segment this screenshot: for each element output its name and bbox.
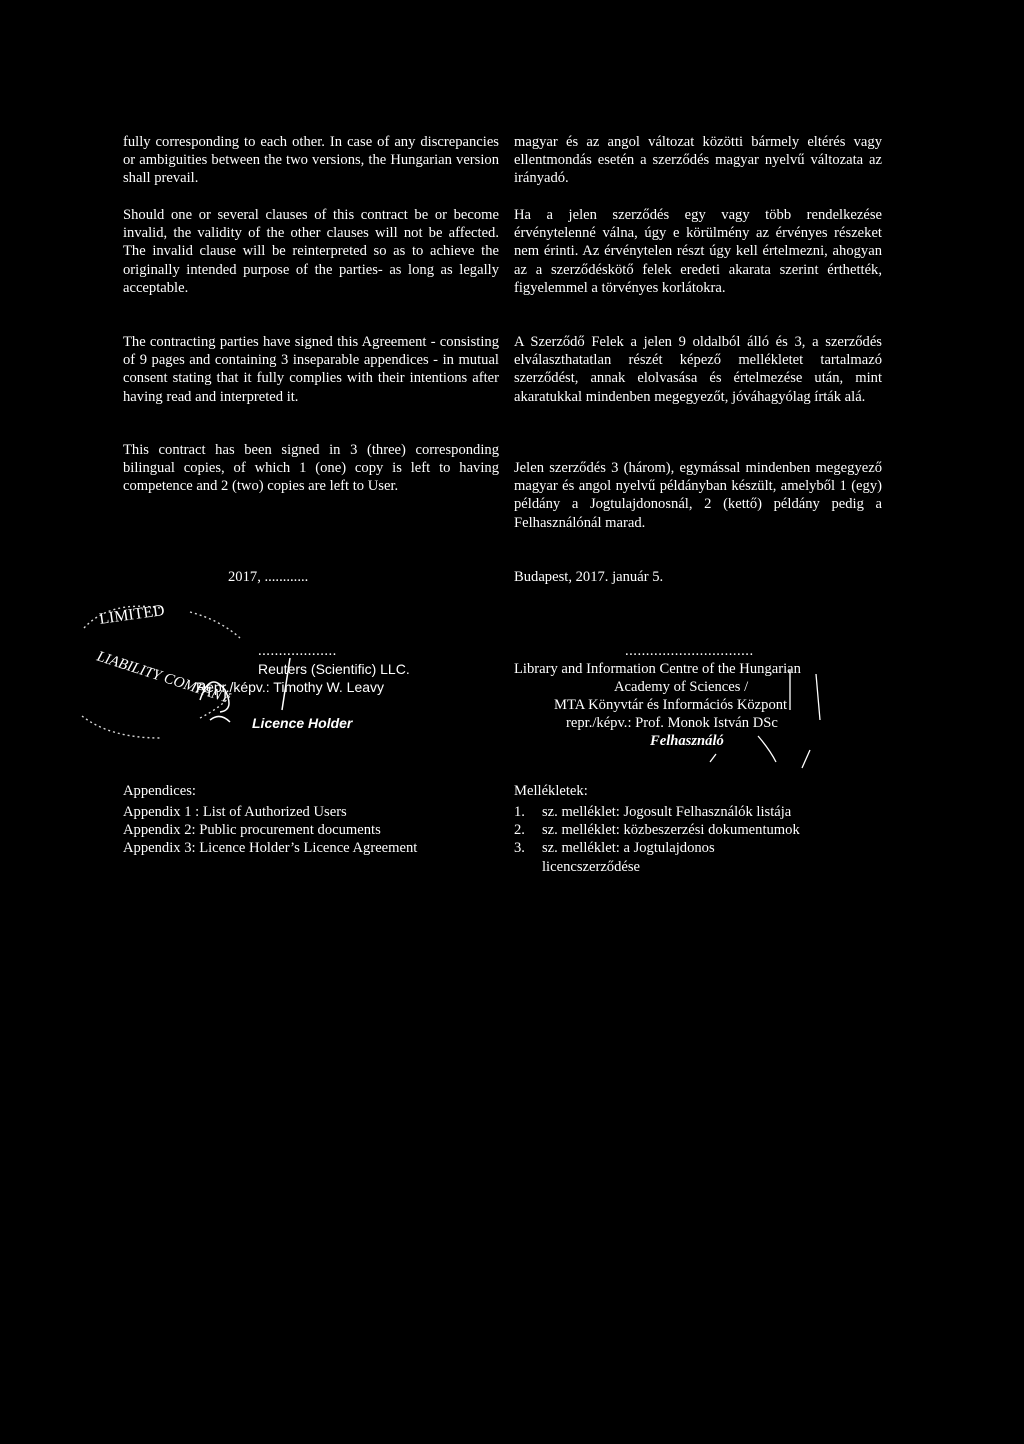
appendix-item-hu bbox=[514, 858, 800, 876]
appendix-text: sz. melléklet: Jogosult Felhasználók listája bbox=[542, 804, 792, 820]
appendix-number: 1. bbox=[514, 804, 525, 820]
appendix-text: sz. melléklet: közbeszerzési dokumentumok bbox=[542, 822, 800, 839]
english-paragraph-3: The contracting parties have signed this Agreement - consisting of 9 pages and containing 3 inseparable appendices - in mutual consent stating that it fully complies with their intentions after having read and interpreted it. bbox=[123, 334, 499, 405]
signature-scribble-right bbox=[670, 650, 850, 770]
english-paragraph-2: Should one or several clauses of this contract be or become invalid, the validity of the other clauses will not be affected. The invalid clause will be reinterpreted so as to achieve the originally intended purpose of the parties- as long as legally acceptable. bbox=[123, 207, 499, 296]
appendix-text: sz. melléklet: a Jogtulajdonos bbox=[542, 840, 715, 857]
appendix-item-en: Appendix 2: Public procurement documents bbox=[123, 822, 381, 839]
licence-holder-company: Reuters (Scientific) LLC. bbox=[258, 661, 410, 677]
date-left: 2017, ............ bbox=[228, 569, 309, 585]
user-role: Felhasználó bbox=[650, 733, 724, 749]
appendix-item-en: Appendix 1 : List of Authorized Users bbox=[123, 804, 347, 820]
user-representative: repr./képv.: Prof. Monok István DSc bbox=[566, 715, 778, 731]
appendix-item-hu bbox=[514, 803, 800, 821]
signature-scribble-left bbox=[180, 650, 340, 730]
signature-line-right: ............................... bbox=[625, 643, 754, 659]
appendix-item-hu bbox=[514, 839, 800, 857]
user-org-line-1: Library and Information Centre of the Hungarian bbox=[514, 661, 801, 677]
appendix-number: 2. bbox=[514, 822, 525, 839]
appendices-list-en bbox=[123, 803, 417, 858]
appendices-list-hu bbox=[514, 803, 800, 876]
appendix-text: licencszerződése bbox=[542, 858, 641, 875]
appendices-heading-en: Appendices: bbox=[123, 783, 196, 799]
hungarian-paragraph-2: Ha a jelen szerződés egy vagy több rendelkezése érvénytelenné válna, úgy e körülmény az érvényes részeket nem érinti. Az érvénytelen részt úgy kell értelmezni, ahogyan az a szerződéskötő felek eredeti akarata szerint érthették, figyelemmel a törvényes korlátokra. bbox=[514, 207, 882, 296]
english-paragraph-1: fully corresponding to each other. In case of any discrepancies or ambiguities between the two versions, the Hungarian version shall prevail. bbox=[123, 134, 499, 187]
licence-holder-role: Licence Holder bbox=[252, 715, 353, 731]
appendices-heading-hu: Mellékletek: bbox=[514, 783, 588, 799]
hungarian-paragraph-4: Jelen szerződés 3 (három), egymással mindenben megegyező magyar és angol nyelvű példányban készült, amelyből 1 (egy) példány a Jogtulajdonosnál, 2 (kettő) példány pedig a Felhasználónál marad. bbox=[514, 460, 882, 531]
hungarian-paragraph-1: magyar és az angol változat közötti bármely eltérés vagy ellentmondás esetén a szerződés magyar nyelvű változata az irányadó. bbox=[514, 134, 882, 187]
signature-line-left: ................... bbox=[258, 643, 337, 659]
user-org-line-3: MTA Könyvtár és Információs Központ bbox=[554, 697, 788, 713]
hungarian-paragraph-3: A Szerződő Felek a jelen 9 oldalból álló és 3, a szerződés elválaszthatatlan részét képező mellékletet tartalmazó szerződést, annak elolvasása és értelmezése után, mint akaratukkal mindenben megegyezőt, jóváhagyólag írták alá. bbox=[514, 334, 882, 405]
user-org-line-2: Academy of Sciences / bbox=[614, 679, 749, 695]
licence-holder-representative: Repr./képv.: Timothy W. Leavy bbox=[196, 679, 385, 695]
date-right: Budapest, 2017. január 5. bbox=[514, 569, 664, 585]
english-paragraph-4: This contract has been signed in 3 (three) corresponding bilingual copies, of which 1 (one) copy is left to having competence and 2 (two) copies are left to User. bbox=[123, 442, 499, 495]
appendix-item-hu bbox=[514, 821, 800, 839]
stamp-text-mid: LIABILITY COMPANY bbox=[94, 648, 232, 707]
appendix-item-en: Appendix 3: Licence Holder’s Licence Agreement bbox=[123, 840, 418, 857]
appendix-number: 3. bbox=[514, 840, 525, 857]
stamp-text-top: LIMITED bbox=[98, 601, 166, 628]
